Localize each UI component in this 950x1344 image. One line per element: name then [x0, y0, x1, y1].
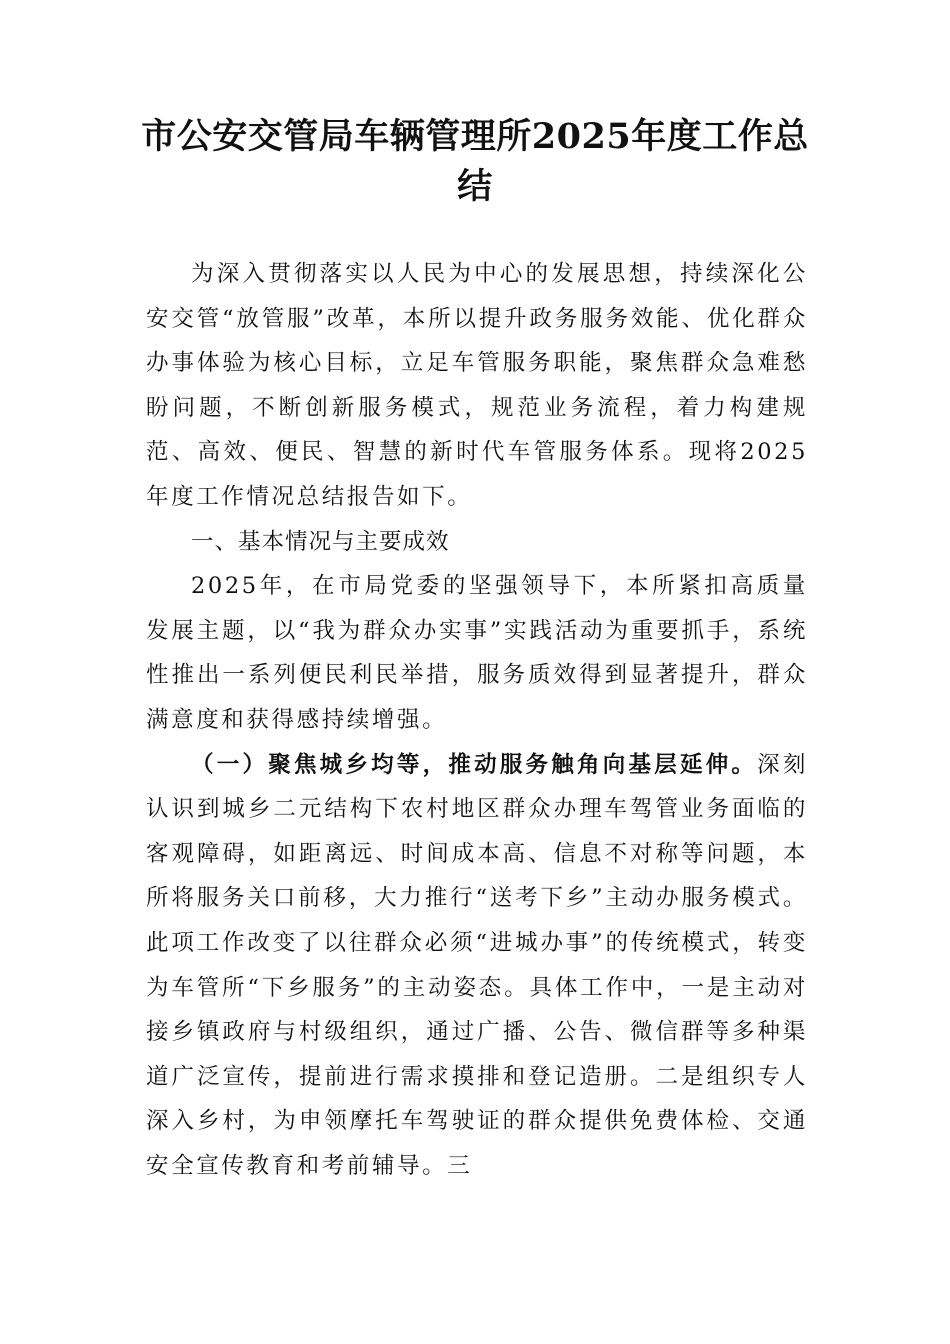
document-body	[146, 252, 808, 1188]
intro-paragraph: 为深入贯彻落实以人民为中心的发展思想，持续深化公安交管“放管服”改革，本所以提升政务服务效能、优化群众办事体验为核心目标，立足车管服务职能，聚焦群众急难愁盼问题，不断创新服务模式，规范业务流程，着力构建规范、高效、便民、智慧的新时代车管服务体系。现将2025年度工作情况总结报告如下。	[146, 261, 808, 510]
subsection-1-heading: （一）聚焦城乡均等，推动服务触角向基层延伸。	[191, 751, 758, 778]
subsection-1-paragraph	[146, 743, 808, 1189]
section-1-heading: 一、基本情况与主要成效	[191, 528, 450, 555]
section-1-paragraph: 2025年，在市局党委的坚强领导下，本所紧扣高质量发展主题，以“我为群众办实事”实践活动为重要抓手，系统性推出一系列便民利民举措，服务质效得到显著提升，群众满意度和获得感持续增强。	[146, 573, 808, 733]
subsection-1-text: 深刻认识到城乡二元结构下农村地区群众办理车驾管业务面临的客观障碍，如距离远、时间成本高、信息不对称等问题，本所将服务关口前移，大力推行“送考下乡”主动办服务模式。此项工作改变了以往群众必须“进城办事”的传统模式，转变为车管所“下乡服务”的主动姿态。具体工作中，一是主动对接乡镇政府与村级组织，通过广播、公告、微信群等多种渠道广泛宣传，提前进行需求摸排和登记造册。二是组织专人深入乡村，为申领摩托车驾驶证的群众提供免费体检、交通安全宣传教育和考前辅导。三	[146, 751, 809, 1179]
document-title: 市公安交管局车辆管理所2025年度工作总结	[141, 116, 809, 207]
